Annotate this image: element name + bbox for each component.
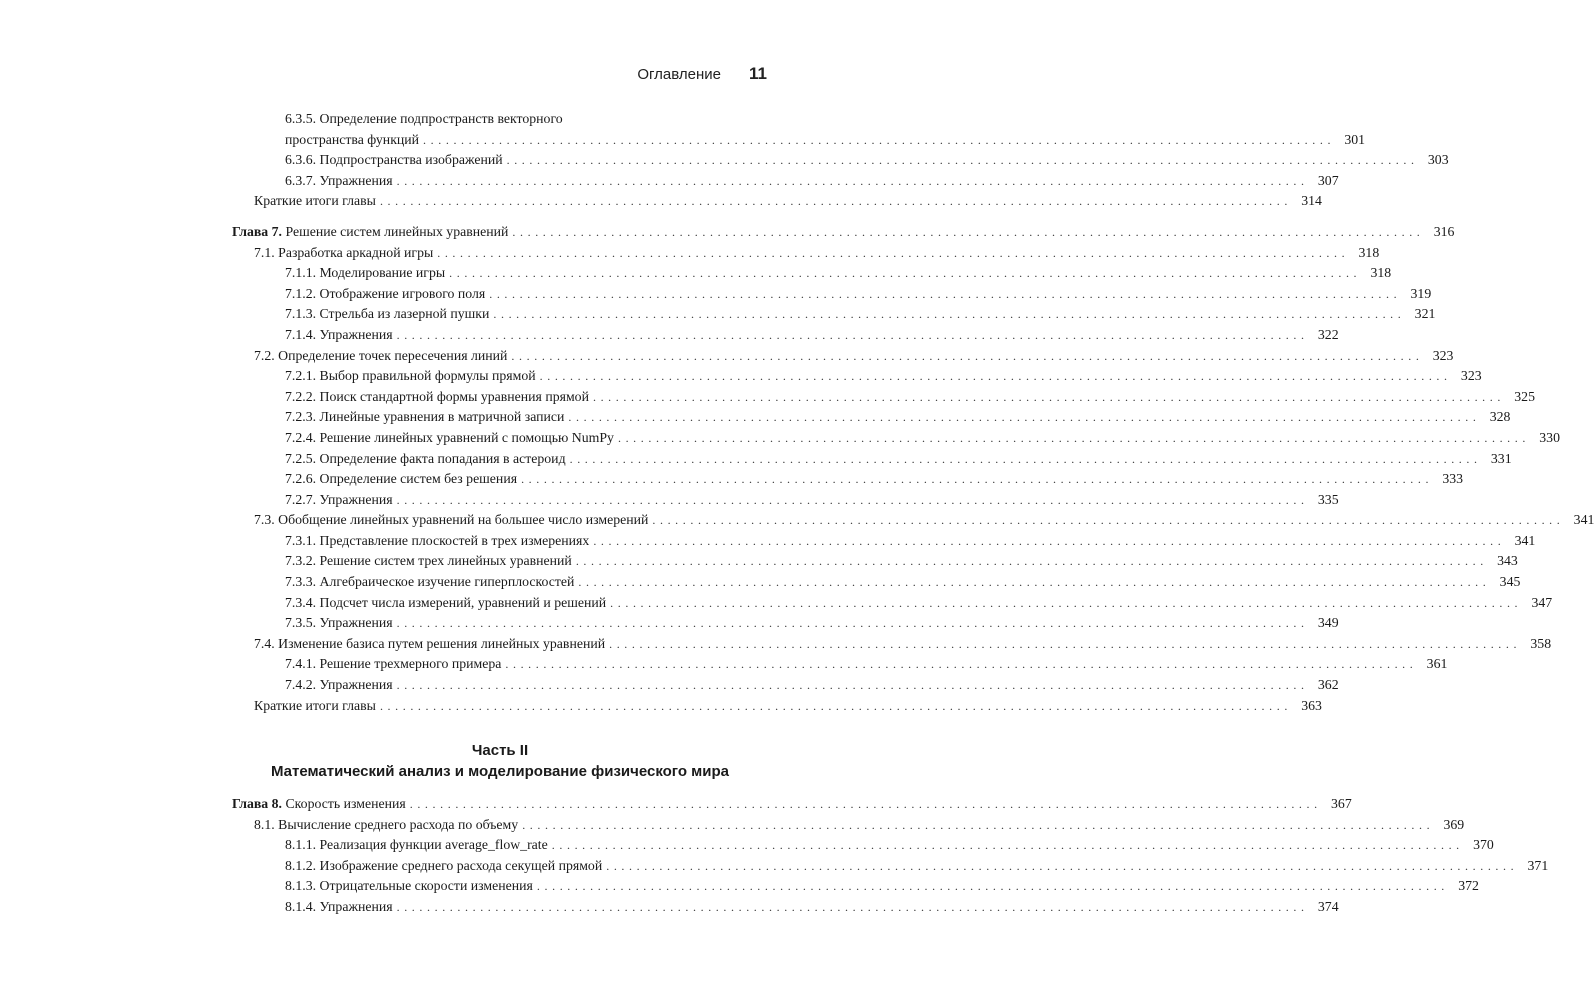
toc-entry-label bbox=[232, 794, 406, 815]
leader-dots: ........................................................................................................................ bbox=[489, 286, 1402, 301]
toc-entry-page: 318 bbox=[1358, 244, 1380, 260]
toc-entry-page: 343 bbox=[1497, 553, 1518, 569]
toc-entry-label: 6.3.6. Подпространства изображений bbox=[285, 152, 503, 168]
toc-entry-page: 369 bbox=[1443, 816, 1465, 832]
toc-entry[interactable] bbox=[232, 304, 1436, 325]
leader-dots: ........................................................................................................................ bbox=[396, 492, 1309, 507]
chapter-title: Решение систем линейных уравнений bbox=[285, 223, 509, 239]
leader-dots: ........................................................................................................................ bbox=[437, 245, 1350, 260]
running-header bbox=[0, 64, 767, 86]
toc-entry[interactable] bbox=[232, 815, 1465, 836]
toc-entry-page: 325 bbox=[1514, 388, 1535, 404]
toc-entry[interactable] bbox=[232, 490, 1339, 511]
toc-entry-label: 6.3.5. Определение подпространств векторного bbox=[285, 111, 563, 126]
leader-dots: ........................................................................................................................ bbox=[536, 879, 1449, 894]
leader-dots: ........................................................................................................................ bbox=[652, 513, 1565, 528]
toc-entry-label: 8.1. Вычисление среднего расхода по объему bbox=[254, 816, 519, 832]
toc-entry-label: 7.2.2. Поиск стандартной формы уравнения прямой bbox=[285, 388, 589, 404]
toc-entry-label: 7.1.4. Упражнения bbox=[285, 326, 393, 342]
toc-entry[interactable] bbox=[232, 794, 1352, 815]
toc-entry-label: 7.2.3. Линейные уравнения в матричной записи bbox=[285, 409, 565, 425]
toc-entry[interactable] bbox=[232, 366, 1482, 387]
toc-entry-page: 318 bbox=[1370, 265, 1392, 281]
toc-entry-page: 372 bbox=[1458, 878, 1479, 894]
toc-entry[interactable] bbox=[232, 593, 1553, 614]
leader-dots: ........................................................................................................................ bbox=[511, 348, 1424, 363]
toc-entry-page: 374 bbox=[1317, 898, 1339, 914]
toc-entry-label: 7.2.1. Выбор правильной формулы прямой bbox=[285, 368, 536, 384]
leader-dots: ........................................................................................................................ bbox=[379, 698, 1292, 713]
leader-dots: ........................................................................................................................ bbox=[396, 327, 1309, 342]
toc-entry[interactable] bbox=[232, 171, 1339, 192]
toc-entry[interactable] bbox=[232, 469, 1464, 490]
toc-entry-label: 7.3.3. Алгебраическое изучение гиперплоскостей bbox=[285, 574, 575, 590]
toc-entry-page: 370 bbox=[1473, 837, 1494, 853]
toc-entry-page: 331 bbox=[1490, 450, 1512, 466]
part-heading bbox=[0, 740, 1000, 782]
leader-dots: ........................................................................................................................ bbox=[396, 173, 1309, 188]
toc-entry-label: 7.3.4. Подсчет числа измерений, уравнений и решений bbox=[285, 594, 607, 610]
leader-dots: ........................................................................................................................ bbox=[505, 657, 1418, 672]
toc-entry-page: 358 bbox=[1530, 635, 1552, 651]
toc-entry[interactable] bbox=[232, 675, 1339, 696]
leader-dots: ........................................................................................................................ bbox=[551, 838, 1464, 853]
toc-entry[interactable] bbox=[232, 428, 1560, 449]
toc-entry-label: 7.2.5. Определение факта попадания в астероид bbox=[285, 450, 566, 466]
page-number: 11 bbox=[749, 64, 767, 83]
toc-entry[interactable] bbox=[232, 387, 1535, 408]
toc-entry-page: 335 bbox=[1317, 491, 1339, 507]
chapter-prefix: Глава 8. bbox=[232, 796, 283, 811]
toc-entry-label: 8.1.1. Реализация функции average_flow_rate bbox=[285, 837, 548, 853]
toc-entry-label: пространства функций bbox=[285, 131, 420, 147]
toc-entry[interactable] bbox=[232, 325, 1339, 346]
toc-entry-page: 347 bbox=[1531, 594, 1553, 610]
toc-entry-label bbox=[232, 222, 508, 243]
toc-entry[interactable] bbox=[232, 876, 1479, 897]
leader-dots: ........................................................................................................................ bbox=[575, 554, 1488, 569]
toc-entry-page: 333 bbox=[1442, 471, 1464, 487]
part-subtitle: Математический анализ и моделирование физического мира bbox=[271, 763, 729, 780]
leader-dots: ........................................................................................................................ bbox=[578, 575, 1491, 590]
leader-dots: ........................................................................................................................ bbox=[609, 636, 1522, 651]
toc-entry-label: 7.3.1. Представление плоскостей в трех измерениях bbox=[285, 532, 590, 548]
toc-entry-label: 7.3.5. Упражнения bbox=[285, 615, 393, 631]
toc-entry-label: 7.4.1. Решение трехмерного примера bbox=[285, 656, 502, 672]
leader-dots: ........................................................................................................................ bbox=[396, 899, 1309, 914]
toc-entry-label: 8.1.3. Отрицательные скорости изменения bbox=[285, 878, 533, 894]
toc-entry-label: 7.3. Обобщение линейных уравнений на большее число измерений bbox=[254, 512, 649, 528]
toc-entry-page: 361 bbox=[1426, 656, 1448, 672]
toc-entry-page: 349 bbox=[1317, 615, 1339, 631]
toc-entry-page: 321 bbox=[1414, 306, 1436, 322]
toc-entry-label: 7.1. Разработка аркадной игры bbox=[254, 244, 434, 260]
toc-entry[interactable] bbox=[232, 130, 1366, 151]
toc-entry-page: 322 bbox=[1317, 326, 1339, 342]
toc-entry-page: 307 bbox=[1317, 172, 1339, 188]
toc-entry-label: 7.2.7. Упражнения bbox=[285, 491, 393, 507]
leader-dots: ........................................................................................................................ bbox=[568, 410, 1481, 425]
toc-entry-label: 7.1.2. Отображение игрового поля bbox=[285, 285, 486, 301]
toc-entry-page: 316 bbox=[1433, 223, 1455, 239]
leader-dots: ........................................................................................................................ bbox=[521, 472, 1434, 487]
toc-entry-page: 345 bbox=[1499, 574, 1521, 590]
toc-entry-label: 7.4.2. Упражнения bbox=[285, 677, 393, 693]
toc-entry[interactable] bbox=[232, 263, 1392, 284]
chapter-title: Скорость изменения bbox=[285, 796, 406, 811]
toc-entry-page: 314 bbox=[1301, 193, 1322, 209]
toc-entry[interactable] bbox=[232, 346, 1454, 367]
toc-entry-label: 8.1.4. Упражнения bbox=[285, 898, 393, 914]
toc-entry-page: 341 bbox=[1573, 512, 1594, 528]
toc-entry-label: Краткие итоги главы bbox=[254, 697, 376, 713]
toc-entry-page: 330 bbox=[1539, 429, 1560, 445]
leader-dots: ........................................................................................................................ bbox=[539, 369, 1452, 384]
leader-dots: ........................................................................................................................ bbox=[610, 595, 1523, 610]
leader-dots: ........................................................................................................................ bbox=[522, 817, 1435, 832]
part-title: Часть II bbox=[471, 742, 529, 759]
toc-entry-label: 7.2. Определение точек пересечения линий bbox=[254, 347, 508, 363]
leader-dots: ........................................................................................................................ bbox=[506, 153, 1419, 168]
leader-dots: ........................................................................................................................ bbox=[512, 224, 1425, 239]
table-of-contents-top bbox=[232, 109, 1594, 716]
section-gap bbox=[232, 212, 767, 222]
toc-entry[interactable] bbox=[232, 191, 1322, 212]
toc-entry-label: 7.2.4. Решение линейных уравнений с помощью NumPy bbox=[285, 429, 614, 445]
toc-entry[interactable] bbox=[232, 222, 1455, 243]
leader-dots: ........................................................................................................................ bbox=[396, 616, 1309, 631]
toc-entry-page: 323 bbox=[1432, 347, 1454, 363]
leader-dots: ........................................................................................................................ bbox=[379, 194, 1292, 209]
toc-entry[interactable] bbox=[232, 835, 1494, 856]
toc-entry[interactable] bbox=[232, 551, 1518, 572]
leader-dots: ........................................................................................................................ bbox=[493, 307, 1406, 322]
leader-dots: ........................................................................................................................ bbox=[606, 858, 1519, 873]
leader-dots: ........................................................................................................................ bbox=[617, 430, 1530, 445]
toc-entry-page: 367 bbox=[1331, 796, 1352, 811]
toc-entry-label: 8.1.2. Изображение среднего расхода секущей прямой bbox=[285, 857, 603, 873]
toc-entry[interactable] bbox=[232, 897, 1339, 918]
toc-entry-label: 7.3.2. Решение систем трех линейных уравнений bbox=[285, 553, 572, 569]
leader-dots: ........................................................................................................................ bbox=[396, 678, 1309, 693]
leader-dots: ........................................................................................................................ bbox=[593, 533, 1506, 548]
toc-entry-label: 7.2.6. Определение систем без решения bbox=[285, 471, 518, 487]
toc-entry[interactable] bbox=[232, 449, 1512, 470]
toc-entry[interactable] bbox=[232, 510, 1594, 531]
leader-dots: ........................................................................................................................ bbox=[592, 389, 1505, 404]
toc-entry-page: 362 bbox=[1317, 677, 1339, 693]
chapter-prefix: Глава 7. bbox=[232, 223, 283, 239]
toc-entry[interactable] bbox=[232, 696, 1322, 717]
toc-entry[interactable] bbox=[232, 613, 1339, 634]
toc-entry-label: 7.1.1. Моделирование игры bbox=[285, 265, 446, 281]
toc-entry-page: 319 bbox=[1410, 285, 1432, 301]
leader-dots: ........................................................................................................................ bbox=[569, 451, 1482, 466]
toc-entry-page: 341 bbox=[1514, 532, 1536, 548]
toc-entry[interactable] bbox=[232, 572, 1521, 593]
toc-entry[interactable] bbox=[232, 284, 1432, 305]
leader-dots: ........................................................................................................................ bbox=[449, 266, 1362, 281]
toc-entry[interactable] bbox=[232, 407, 1511, 428]
header-title: Оглавление bbox=[637, 66, 722, 83]
toc-entry-label: 7.4. Изменение базиса путем решения линейных уравнений bbox=[254, 635, 606, 651]
toc-entry[interactable] bbox=[232, 243, 1380, 264]
toc-entry-page: 328 bbox=[1489, 409, 1511, 425]
table-of-contents-bottom bbox=[232, 794, 1549, 918]
toc-entry-label: Краткие итоги главы bbox=[254, 193, 376, 209]
toc-entry[interactable] bbox=[232, 654, 1448, 675]
toc-entry[interactable] bbox=[232, 531, 1536, 552]
toc-entry[interactable] bbox=[232, 856, 1549, 877]
toc-entry-label: 7.1.3. Стрельба из лазерной пушки bbox=[285, 306, 490, 322]
toc-entry[interactable] bbox=[232, 109, 767, 130]
toc-entry[interactable] bbox=[232, 150, 1449, 171]
toc-entry-page: 371 bbox=[1527, 857, 1549, 873]
leader-dots: ........................................................................................................................ bbox=[423, 132, 1336, 147]
toc-entry-page: 323 bbox=[1460, 368, 1482, 384]
toc-entry-page: 301 bbox=[1344, 131, 1366, 147]
toc-entry-page: 303 bbox=[1427, 152, 1449, 168]
toc-entry-page: 363 bbox=[1301, 697, 1322, 713]
leader-dots: ........................................................................................................................ bbox=[409, 797, 1322, 811]
toc-entry[interactable] bbox=[232, 634, 1552, 655]
toc-entry-label: 6.3.7. Упражнения bbox=[285, 172, 393, 188]
